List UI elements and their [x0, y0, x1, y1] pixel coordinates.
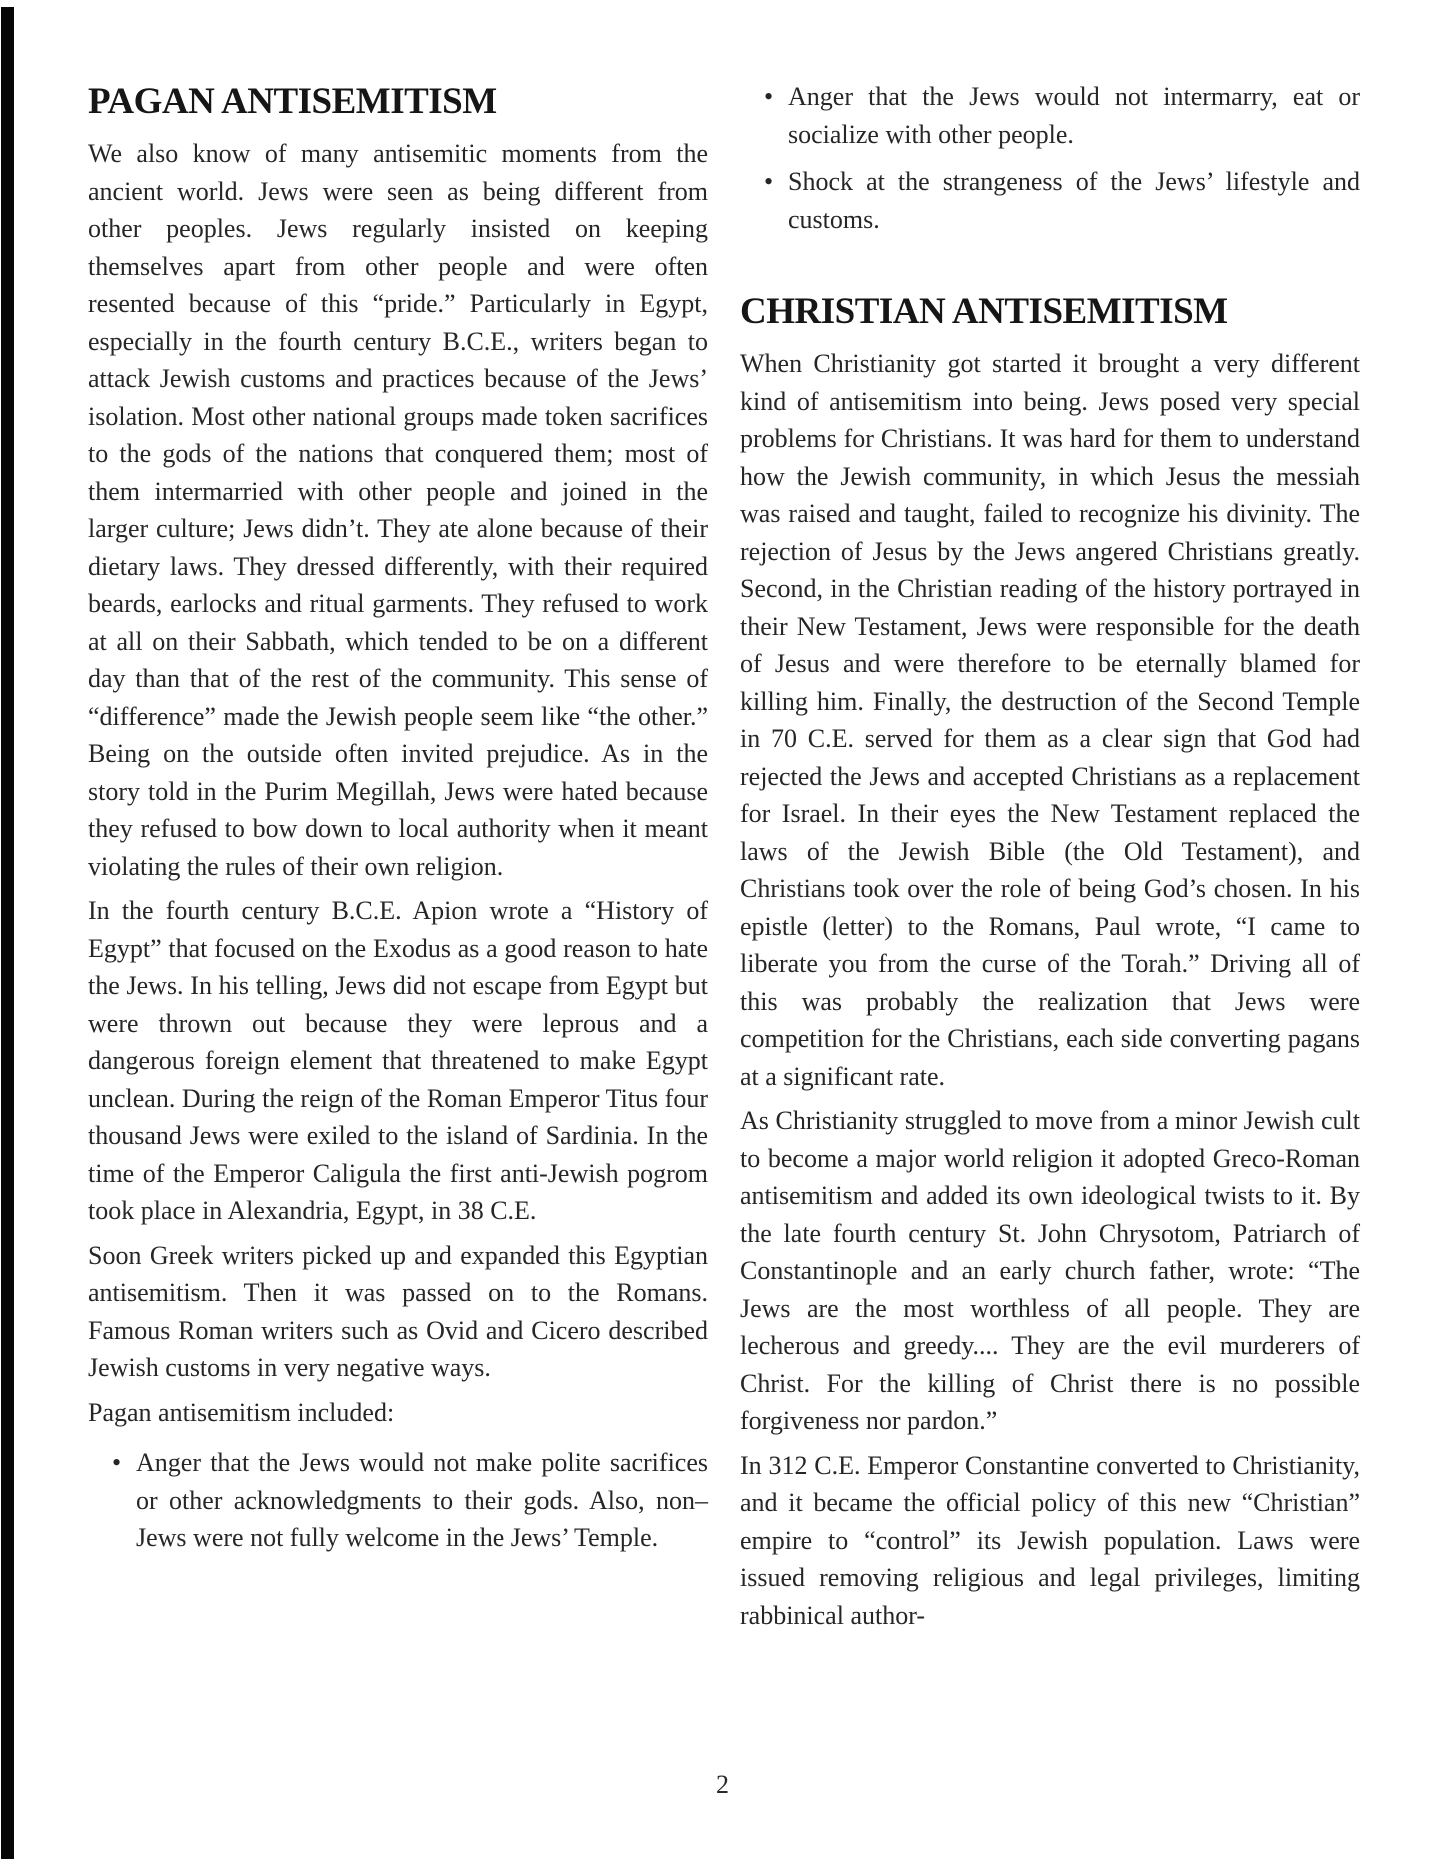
- scan-edge-bar: [1, 7, 14, 1859]
- bullet-icon: •: [764, 167, 774, 196]
- page-number: 2: [716, 1770, 729, 1799]
- paragraph: We also know of many antisemitic moments from the ancient world. Jews were seen as being different from other peoples. Jews regularly insisted on keeping themselves apart from other people and were often resented because of this “pride.” Particularly in Egypt, especially in the fourth century B.C.E., writers began to attack Jewish customs and practices because of the Jews’ isolation. Most other national groups made token sacrifices to the gods of the nations that conquered them; most of them intermarried with other people and joined in the larger culture; Jews didn’t. They ate alone because of their dietary laws. They dressed differently, with their required beards, earlocks and ritual garments. They refused to work at all on their Sabbath, which tended to be on a different day than that of the rest of the community. This sense of “difference” made the Jewish people seem like “the other.” Being on the outside often invited prejudice. As in the story told in the Purim Megillah, Jews were hated because they refused to bow down to local authority when it meant violating the rules of their own religion.: [88, 139, 708, 881]
- paragraph: In 312 C.E. Emperor Constantine converted to Christianity, and it became the official policy of this new “Christian” empire to “control” its Jewish population. Laws were issued removing religious and legal privileges, limiting rabbinical author-: [740, 1450, 1360, 1630]
- list-item: [740, 78, 1360, 153]
- list-item-text: Anger that the Jews would not intermarry, eat or socialize with other people.: [788, 82, 1360, 149]
- paragraph: When Christianity got started it brought a very different kind of antisemitism into being. Jews posed very special problems for Christians. It was hard for them to understand how the Jewish community, in which Jesus the messiah was raised and taught, failed to recognize his divinity. The rejection of Jesus by the Jews angered Christians greatly. Second, in the Christian reading of the history portrayed in their New Testament, Jews were responsible for the death of Jesus and were therefore to be eternally blamed for killing him. Finally, the destruction of the Second Temple in 70 C.E. served for them as a clear sign that God had rejected the Jews and accepted Christians as a replacement for Israel. In their eyes the New Testament replaced the laws of the Jewish Bible (the Old Testament), and Christians took over the role of being God’s chosen. In his epistle (letter) to the Romans, Paul wrote, “I came to liberate you from the curse of the Torah.” Driving all of this was probably the realization that Jews were competition for the Christians, each side converting pagans at a significant rate.: [740, 349, 1360, 1091]
- right-column: [740, 78, 1360, 1641]
- paragraph: Soon Greek writers picked up and expanded this Egyptian antisemitism. Then it was passed on to the Romans. Famous Roman writers such as Ovid and Cicero described Jewish customs in very negative ways.: [88, 1240, 708, 1382]
- bullet-icon: •: [764, 82, 774, 111]
- list-item-text: Shock at the strangeness of the Jews’ lifestyle and customs.: [788, 167, 1360, 234]
- bullet-icon: •: [112, 1448, 122, 1477]
- left-column: [88, 80, 708, 1567]
- christian-antisemitism-heading: CHRISTIAN ANTISEMITISM: [740, 291, 1228, 332]
- list-item: [88, 1444, 708, 1557]
- list-intro-paragraph: Pagan antisemitism included:: [88, 1397, 395, 1427]
- paragraph: In the fourth century B.C.E. Apion wrote a “History of Egypt” that focused on the Exodus as a good reason to hate the Jews. In his telling, Jews did not escape from Egypt but were thrown out because they were leprous and a dangerous foreign element that threatened to make Egypt unclean. During the reign of the Roman Emperor Titus four thousand Jews were exiled to the island of Sardinia. In the time of the Emperor Caligula the first anti-Jewish pogrom took place in Alexandria, Egypt, in 38 C.E.: [88, 896, 708, 1225]
- pagan-antisemitism-heading: PAGAN ANTISEMITISM: [88, 81, 497, 122]
- list-item-text: Anger that the Jews would not make polite sacrifices or other acknowledgments to their gods. Also, non–Jews were not fully welcome in the Jews’ Temple.: [136, 1448, 708, 1552]
- paragraph: As Christianity struggled to move from a minor Jewish cult to become a major world religion it adopted Greco-Roman antisemitism and added its own ideological twists to it. By the late fourth century St. John Chrysotom, Patriarch of Constantinople and an early church father, wrote: “The Jews are the most worthless of all people. They are lecherous and greedy.... They are the evil murderers of Christ. For the killing of Christ there is no possible forgiveness nor pardon.”: [740, 1106, 1360, 1435]
- list-item: [740, 163, 1360, 238]
